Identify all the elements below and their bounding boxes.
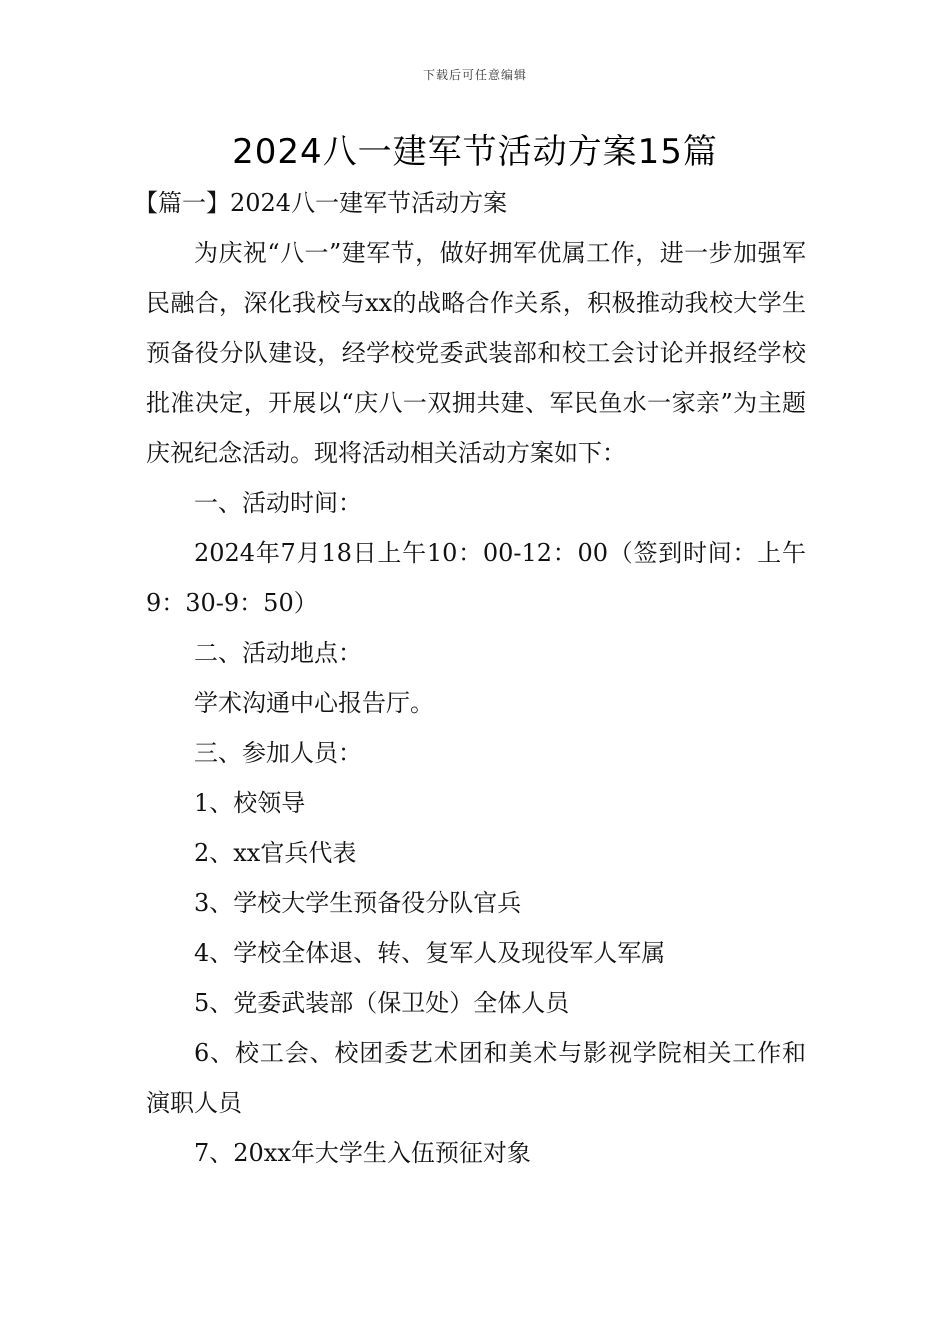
heading-activity-location: 二、活动地点：	[194, 639, 362, 667]
document-body	[134, 178, 806, 1178]
list-item: 4、学校全体退、转、复军人及现役军人军属	[194, 939, 666, 967]
heading-activity-time: 一、活动时间：	[194, 489, 362, 517]
intro-paragraph: 为庆祝“八一”建军节，做好拥军优属工作，进一步加强军民融合，深化我校与xx的战略合作关系，积极推动我校大学生预备役分队建设，经学校党委武装部和校工会讨论并报经学校批准决定，开展以“庆八一双拥共建、军民鱼水一家亲”为主题庆祝纪念活动。现将活动相关活动方案如下：	[146, 239, 806, 467]
list-item: 5、党委武装部（保卫处）全体人员	[194, 989, 570, 1017]
document-title: 2024八一建军节活动方案15篇	[232, 132, 718, 172]
activity-location-value: 学术沟通中心报告厅。	[194, 689, 434, 717]
list-item: 2、xx官兵代表	[194, 839, 357, 867]
activity-time-value: 2024年7月18日上午10：00-12：00（签到时间：上午9：30-9：50）	[146, 539, 806, 617]
section-heading: 【篇一】2024八一建军节活动方案	[134, 189, 508, 217]
list-item: 6、校工会、校团委艺术团和美术与影视学院相关工作和演职人员	[146, 1039, 806, 1117]
header-note: 下载后可任意编辑	[422, 68, 527, 82]
list-item: 1、校领导	[194, 789, 306, 817]
list-item: 7、20xx年大学生入伍预征对象	[194, 1139, 531, 1167]
list-item: 3、学校大学生预备役分队官兵	[194, 889, 522, 917]
heading-participants: 三、参加人员：	[194, 739, 362, 767]
